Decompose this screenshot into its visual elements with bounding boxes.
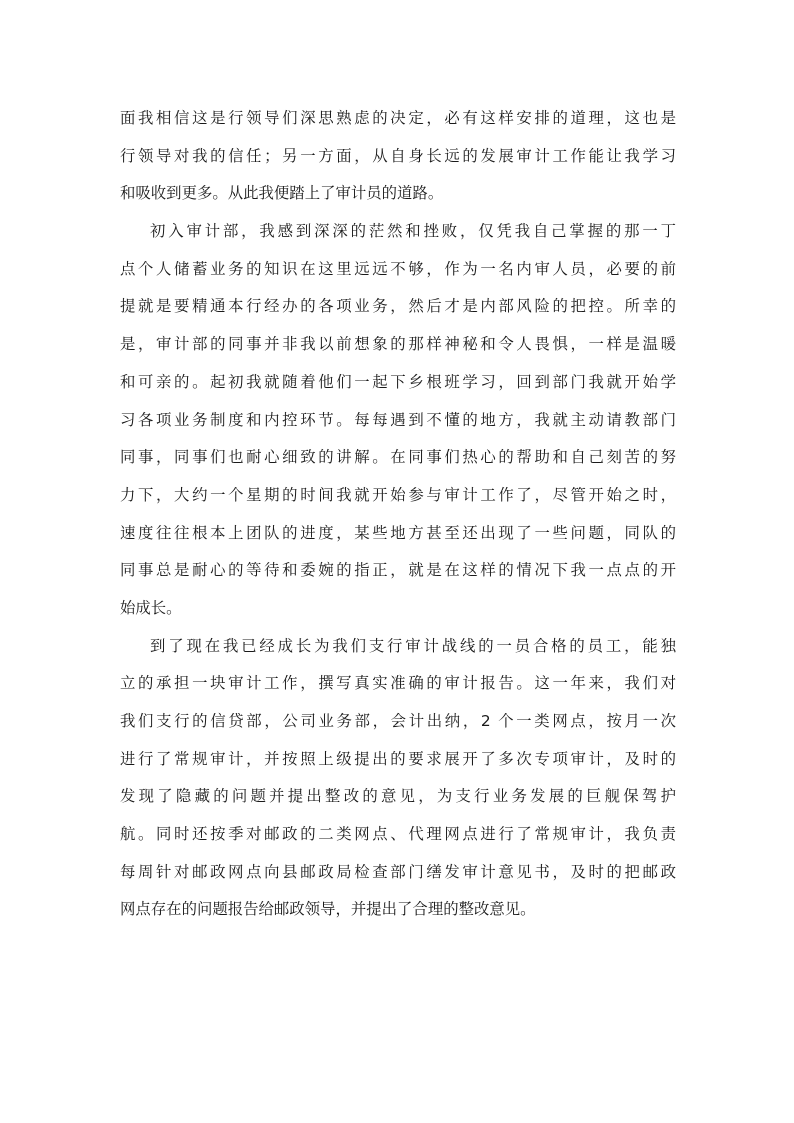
- text-line: 网点存在的问题报告给邮政领导，并提出了合理的整改意见。: [120, 900, 536, 919]
- text-line: 和吸收到更多。从此我便踏上了审计员的道路。: [120, 184, 444, 203]
- text-line: 始成长。: [120, 598, 182, 617]
- paragraph-2: [120, 213, 676, 628]
- text-line: 进行了常规审计，并按照上级提出的要求展开了多次专项审计，及时的: [120, 749, 676, 768]
- text-line: 初入审计部，我感到深深的茫然和挫败，仅凭我自己掌握的那一丁: [150, 222, 676, 241]
- text-line: 力下，大约一个星期的时间我就开始参与审计工作了，尽管开始之时，: [120, 485, 676, 504]
- text-line: 发现了隐藏的问题并提出整改的意见，为支行业务发展的巨舰保驾护: [120, 787, 676, 806]
- document-body: [120, 100, 676, 929]
- text-line: 习各项业务制度和内控环节。每每遇到不懂的地方，我就主动请教部门: [120, 410, 676, 429]
- text-line: 行领导对我的信任；另一方面，从自身长远的发展审计工作能让我学习: [120, 146, 676, 165]
- text-line: 面我相信这是行领导们深思熟虑的决定，必有这样安排的道理，这也是: [120, 109, 676, 127]
- paragraph-3: [120, 628, 676, 930]
- text-line: 速度往往根本上团队的进度，某些地方甚至还出现了一些问题，同队的: [120, 523, 676, 542]
- text-line: 航。同时还按季对邮政的二类网点、代理网点进行了常规审计，我负责: [120, 825, 676, 844]
- text-line: 立的承担一块审计工作，撰写真实准确的审计报告。这一年来，我们对: [120, 674, 676, 693]
- text-line: 同事，同事们也耐心细致的讲解。在同事们热心的帮助和自己刻苦的努: [120, 448, 676, 467]
- text-line: 每周针对邮政网点向县邮政局检查部门缮发审计意见书，及时的把邮政: [120, 862, 676, 881]
- paragraph-1: [120, 100, 676, 213]
- text-line: 点个人储蓄业务的知识在这里远远不够，作为一名内审人员，必要的前: [120, 259, 676, 278]
- text-line: 同事总是耐心的等待和委婉的指正，就是在这样的情况下我一点点的开: [120, 561, 676, 580]
- text-line: 我们支行的信贷部，公司业务部，会计出纳，2 个一类网点，按月一次: [120, 712, 676, 730]
- text-line: 和可亲的。起初我就随着他们一起下乡根班学习，回到部门我就开始学: [120, 372, 676, 391]
- text-line: 提就是要精通本行经办的各项业务，然后才是内部风险的把控。所幸的: [120, 297, 676, 316]
- text-line: 到了现在我已经成长为我们支行审计战线的一员合格的员工，能独: [150, 636, 676, 655]
- text-line: 是，审计部的同事并非我以前想象的那样神秘和令人畏惧，一样是温暖: [120, 335, 676, 354]
